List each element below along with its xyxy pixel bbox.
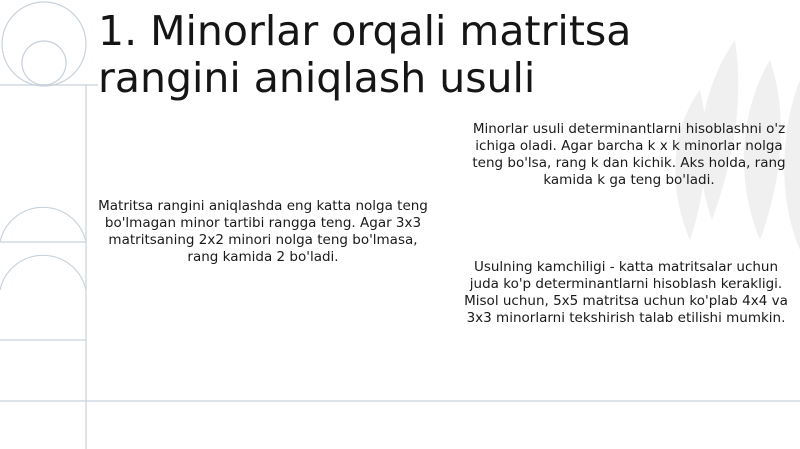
slide-title: 1. Minorlar orqali matritsa rangini aniqlash usuli [98, 7, 632, 102]
paragraph-right-bottom: Usulning kamchiligi - katta matritsalar uchun juda ko'p determinantlarni hisoblash kerakligi. Misol uchun, 5x5 matritsa uchun ko'plab 4x4 va 3x3 minorlarni tekshirish talab etilishi mumkin. [464, 259, 788, 326]
paragraph-left: Matritsa rangini aniqlashda eng katta nolga teng bo'lmagan minor tartibi rangga teng. Agar 3x3 matritsaning 2x2 minori nolga teng bo'lmasa, rang kamida 2 bo'ladi. [98, 198, 428, 265]
paragraph-right-top: Minorlar usuli determinantlarni hisoblashni o'z ichiga oladi. Agar barcha k x k minorlar nolga teng bo'lsa, rang k dan kichik. Aks holda, rang kamida k ga teng bo'ladi. [472, 121, 786, 188]
